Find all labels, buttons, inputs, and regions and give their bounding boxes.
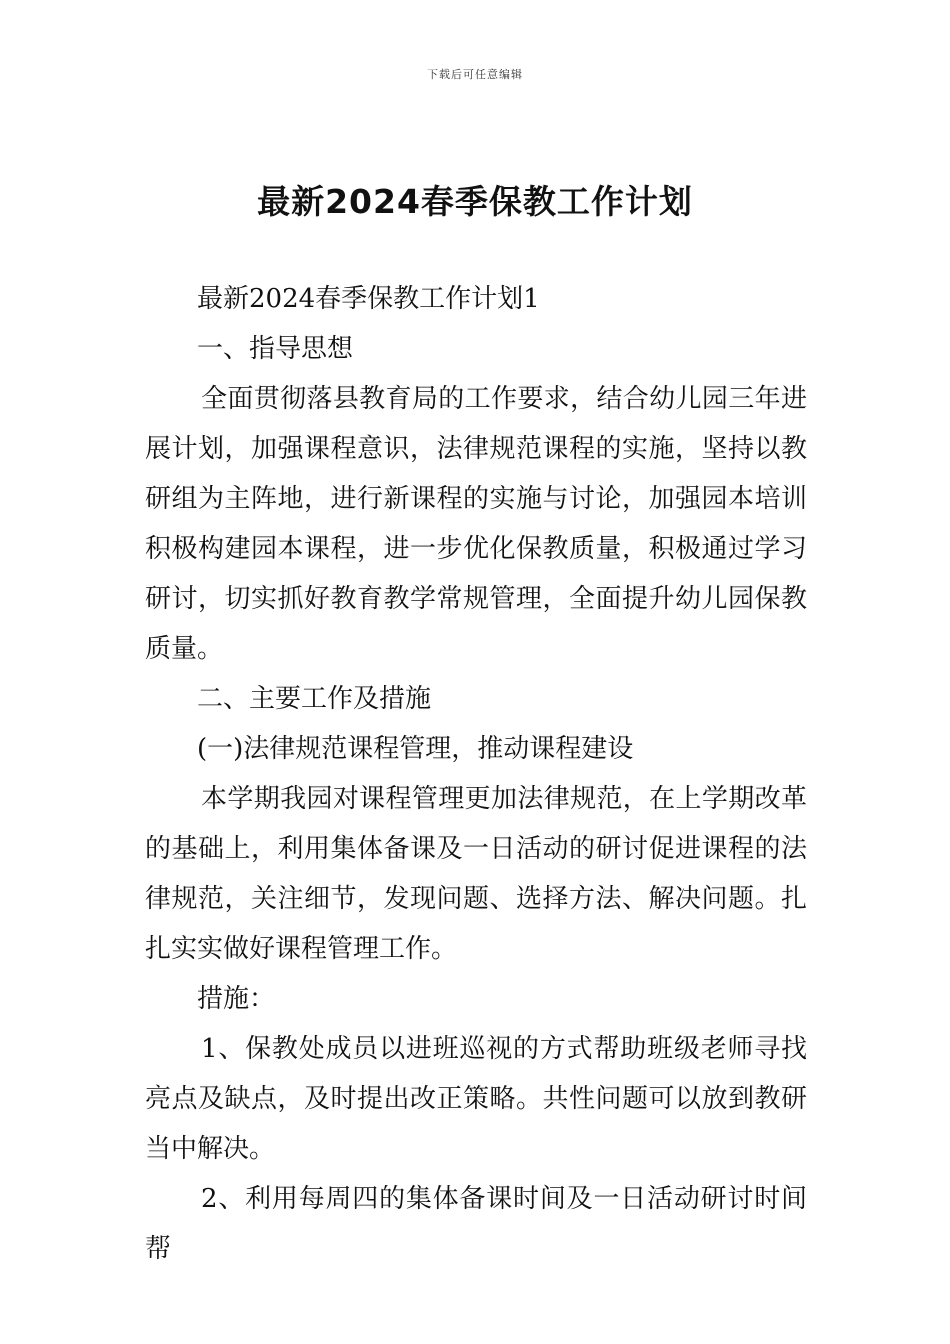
document-body [145, 274, 807, 1274]
paragraph-guiding-ideology: 全面贯彻落县教育局的工作要求，结合幼儿园三年进展计划，加强课程意识，法律规范课程的实施，坚持以教研组为主阵地，进行新课程的实施与讨论，加强园本培训积极构建园本课程，进一步优化保教质量，积极通过学习研讨，切实抓好教育教学常规管理，全面提升幼儿园保教质量。 [145, 384, 807, 664]
document-title: 最新2024春季保教工作计划 [257, 182, 693, 221]
measure-item-1: 1、保教处成员以进班巡视的方式帮助班级老师寻找亮点及缺点，及时提出改正策略。共性问题可以放到教研当中解决。 [145, 1034, 807, 1164]
measures-label: 措施： [197, 984, 276, 1014]
header-note: 下载后可任意编辑 [427, 68, 523, 81]
section-heading-guiding-ideology: 一、指导思想 [197, 334, 354, 364]
measure-item-2: 2、利用每周四的集体备课时间及一日活动研讨时间帮 [145, 1184, 807, 1264]
section-heading-main-work: 二、主要工作及措施 [197, 684, 432, 714]
paragraph-curriculum: 本学期我园对课程管理更加法律规范，在上学期改革的基础上，利用集体备课及一日活动的研讨促进课程的法律规范，关注细节，发现问题、选择方法、解决问题。扎扎实实做好课程管理工作。 [145, 784, 807, 964]
document-subtitle: 最新2024春季保教工作计划1 [197, 284, 540, 314]
subsection-heading-curriculum: (一)法律规范课程管理，推动课程建设 [197, 734, 634, 764]
